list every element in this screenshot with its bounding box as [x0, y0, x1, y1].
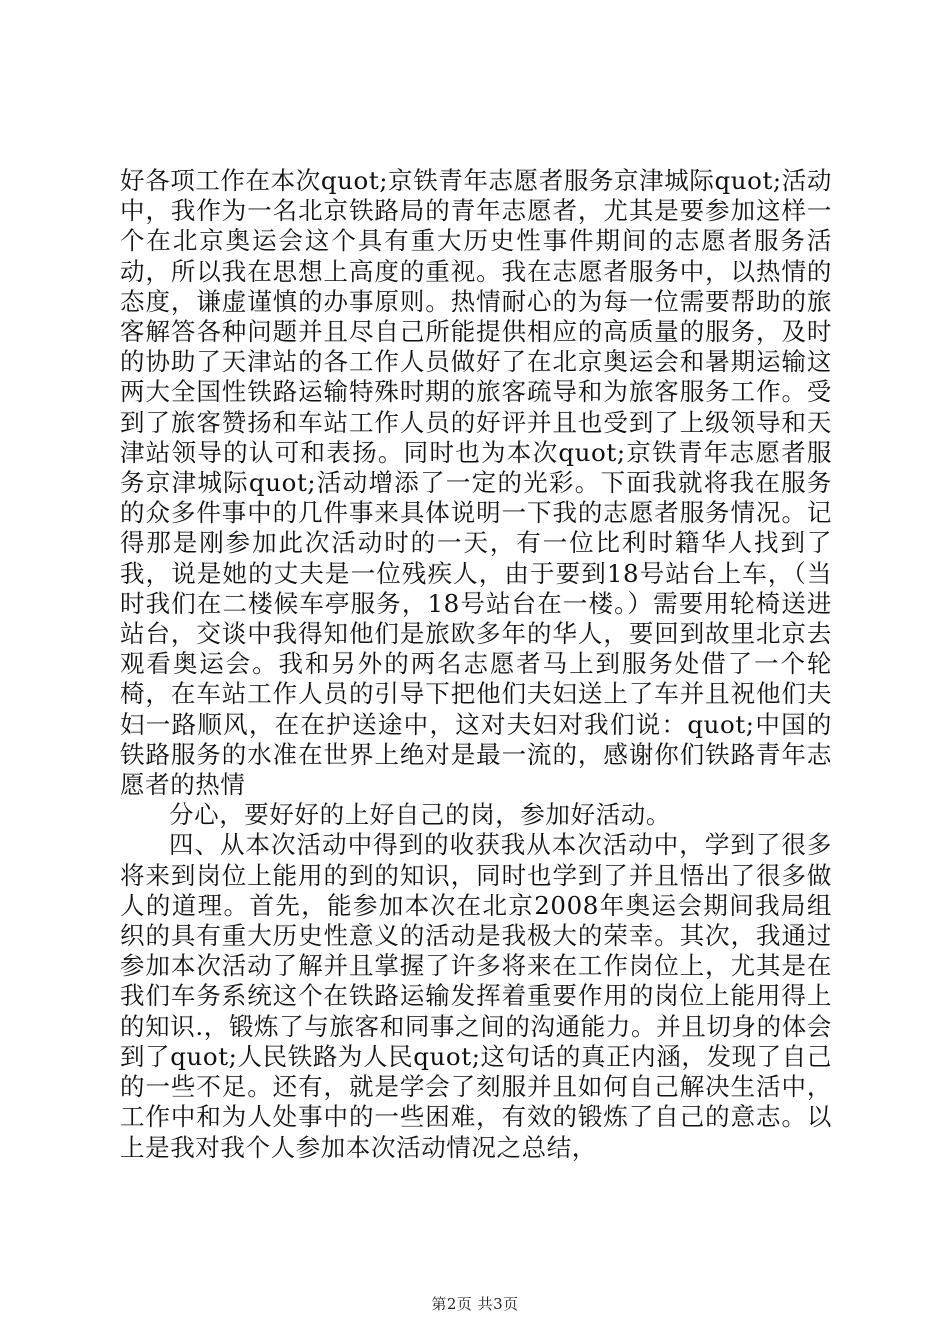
- paragraph-1: 好各项工作在本次quot;京铁青年志愿者服务京津城际quot;活动中，我作为一名北京铁路局的青年志愿者，尤其是要参加这样一个在北京奥运会这个具有重大历史性事件期间的志愿者服务活动，所以我在思想上高度的重视。我在志愿者服务中，以热情的态度，谦虚谨慎的办事原则。热情耐心的为每一位需要帮助的旅客解答各种问题并且尽自己所能提供相应的高质量的服务，及时的协助了天津站的各工作人员做好了在北京奥运会和暑期运输这两大全国性铁路运输特殊时期的旅客疏导和为旅客服务工作。受到了旅客赞扬和车站工作人员的好评并且也受到了上级领导和天津站领导的认可和表扬。同时也为本次quot;京铁青年志愿者服务京津城际quot;活动增添了一定的光彩。下面我就将我在服务的众多件事中的几件事来具体说明一下我的志愿者服务情况。记得那是刚参加此次活动时的一天，有一位比利时籍华人找到了我，说是她的丈夫是一位残疾人，由于要到18号站台上车，（当时我们在二楼候车亭服务，18号站台在一楼。）需要用轮椅送进站台，交谈中我得知他们是旅欧多年的华人，要回到故里北京去观看奥运会。我和另外的两名志愿者马上到服务处借了一个轮椅，在车站工作人员的引导下把他们夫妇送上了车并且祝他们夫妇一路顺风，在在护送途中，这对夫妇对我们说：quot;中国的铁路服务的水准在世界上绝对是最一流的，感谢你们铁路青年志愿者的热情: [120, 166, 832, 800]
- document-body: [120, 166, 832, 1163]
- page-footer: 第2页 共3页: [431, 1295, 519, 1313]
- paragraph-2: 分心，要好好的上好自己的岗，参加好活动。: [169, 800, 671, 830]
- paragraph-3: 四、从本次活动中得到的收获我从本次活动中，学到了很多将来到岗位上能用的到的知识，同时也学到了并且悟出了很多做人的道理。首先，能参加本次在北京2008年奥运会期间我局组织的具有重大历史性意义的活动是我极大的荣幸。其次，我通过参加本次活动了解并且掌握了许多将来在工作岗位上，尤其是在我们车务系统这个在铁路运输发挥着重要作用的岗位上能用得上的知识.，锻炼了与旅客和同事之间的沟通能力。并且切身的体会到了quot;人民铁路为人民quot;这句话的真正内涵，发现了自己的一些不足。还有，就是学会了刻服并且如何自己解决生活中，工作中和为人处事中的一些困难，有效的锻炼了自己的意志。以上是我对我个人参加本次活动情况之总结，: [120, 830, 832, 1162]
